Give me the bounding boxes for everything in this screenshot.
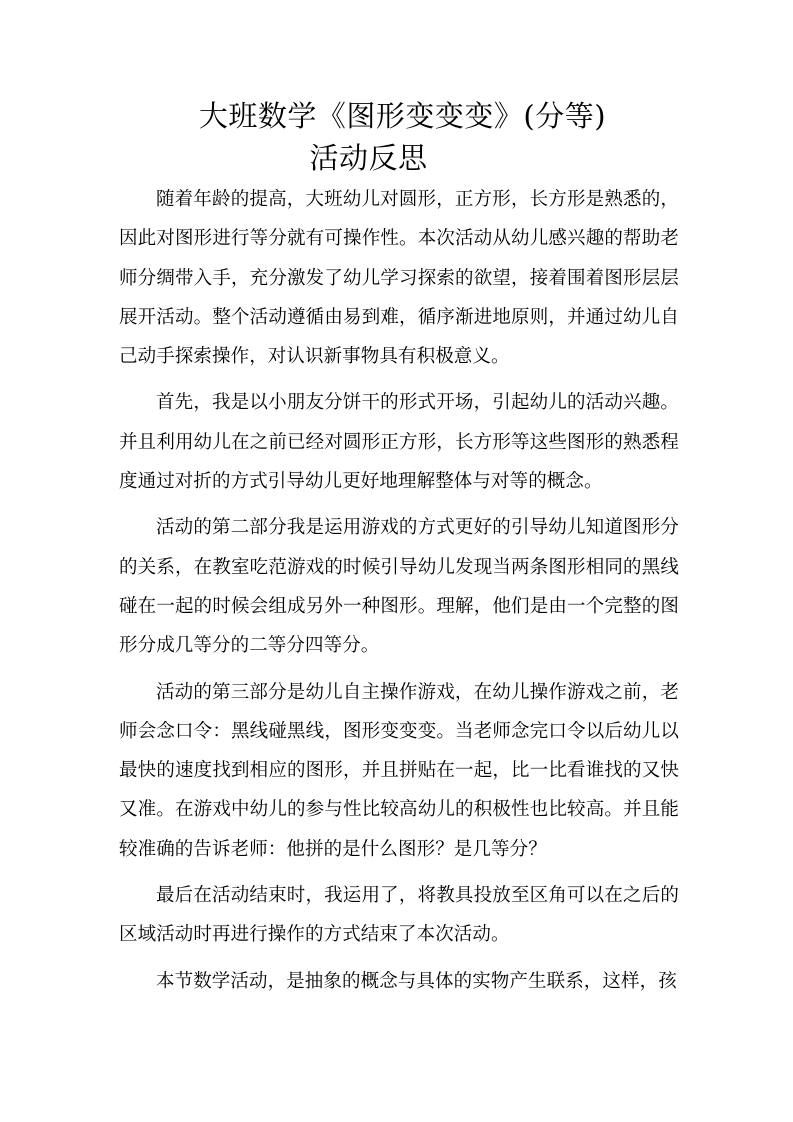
paragraph-intro: 随着年龄的提高，大班幼儿对圆形，正方形，长方形是熟悉的，因此对图形进行等分就有可操作性。本次活动从幼儿感兴趣的帮助老师分绸带入手，充分激发了幼儿学习探索的欲望，接着围着图形层层展开活动。整个活动遵循由易到难，循序渐进地原则，并通过幼儿自己动手探索操作，对认识新事物具有积极意义。: [119, 189, 679, 368]
paragraph-ending: 最后在活动结束时，我运用了，将教具投放至区角可以在之后的区域活动时再进行操作的方式结束了本次活动。: [119, 885, 679, 946]
paragraph-third-part: 活动的第三部分是幼儿自主操作游戏，在幼儿操作游戏之前，老师会念口令：黑线碰黑线，图形变变变。当老师念完口令以后幼儿以最快的速度找到相应的图形，并且拼贴在一起，比一比看谁找的又快又准。在游戏中幼儿的参与性比较高幼儿的积极性也比较高。并且能较准确的告诉老师：他拼的是什么图形？是几等分？: [119, 681, 679, 860]
paragraph-first: 首先，我是以小朋友分饼干的形式开场，引起幼儿的活动兴趣。并且利用幼儿在之前已经对圆形正方形，长方形等这些图形的熟悉程度通过对折的方式引导幼儿更好地理解整体与对等的概念。: [119, 392, 679, 493]
paragraph-second-part: 活动的第二部分我是运用游戏的方式更好的引导幼儿知道图形分的关系，在教室吃范游戏的时候引导幼儿发现当两条图形相同的黑线碰在一起的时候会组成另外一种图形。理解，他们是由一个完整的图形分成几等分的二等分四等分。: [119, 517, 679, 657]
document-body: [119, 180, 679, 1008]
paragraph-summary: 本节数学活动，是抽象的概念与具体的实物产生联系，这样，孩: [156, 970, 677, 992]
document-title: 大班数学《图形变变变》(分等): [198, 99, 607, 133]
document-subtitle: 活动反思: [309, 141, 428, 175]
